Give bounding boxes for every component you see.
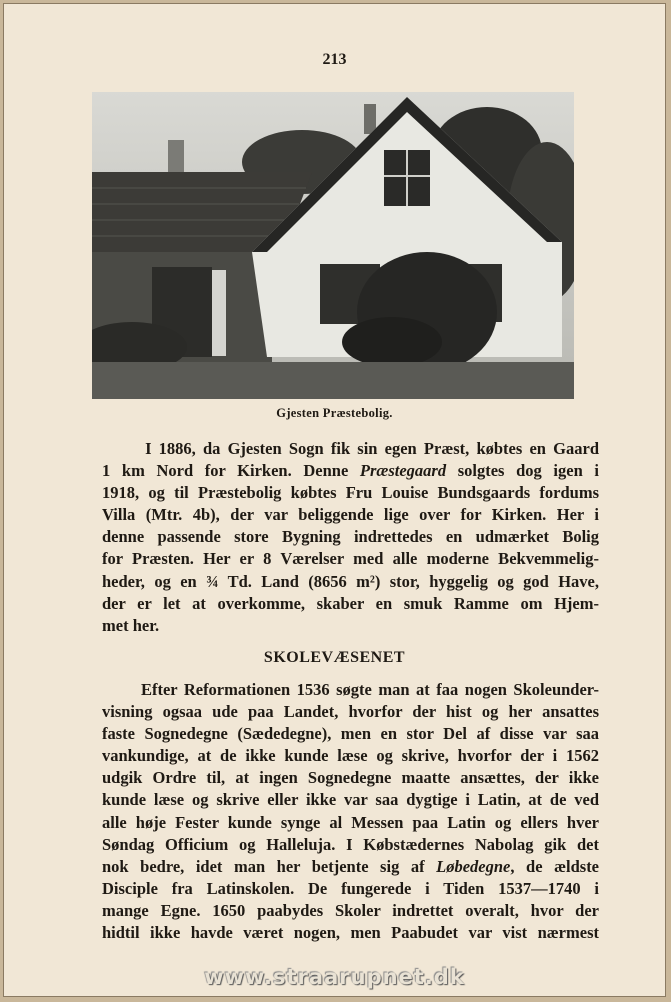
page-number: 213 [322, 51, 347, 68]
paragraph-1 [102, 438, 599, 637]
text-line: udgik Ordre til, at ingen Sognedegne maatte ansættes, der ikke [102, 768, 599, 788]
text-line: der er let at overkomme, skaber en smuk Ramme om Hjem- [102, 593, 599, 613]
text-line: I 1886, da Gjesten Sogn fik sin egen Præst, købtes en Gaard [145, 439, 599, 458]
text-line: faste Sognedegne (Sædedegne), men en stor Del af disse var saa [102, 724, 599, 744]
text-line: denne passende store Bygning indrettedes en udmærket Bolig [102, 527, 599, 547]
text-line: for Præsten. Her er 8 Værelser med alle moderne Bekvemmelig- [102, 549, 599, 569]
text-line: Efter Reformationen 1536 søgte man at faa nogen Skoleunder- [140, 680, 600, 699]
text-line: nok bedre, idet man her betjente sig af Løbedegne, de ældste [102, 856, 600, 876]
photo-caption: Gjesten Præstebolig. [276, 406, 393, 420]
book-page [3, 3, 666, 997]
italic-term: Løbedegne [436, 856, 511, 876]
text-line: met her. [102, 615, 160, 635]
watermark: www.straarupnet.dk [204, 965, 465, 989]
text-line: 1918, og til Præstebolig købtes Fru Louise Bundsgaards fordums [102, 483, 599, 503]
italic-term: Præstegaard [359, 461, 447, 481]
house-photo [92, 92, 574, 399]
text-line: Villa (Mtr. 4b), der var beliggende lige over for Kirken. Her i [102, 505, 599, 525]
text-line: mange Egne. 1650 paabydes Skoler indrettet overalt, hvor der [102, 900, 599, 920]
text-line: 1 km Nord for Kirken. Denne Præstegaard solgtes dog igen i [102, 461, 599, 481]
text-line: heder, og en ¾ Td. Land (8656 m²) stor, hyggelig og god Have, [102, 571, 599, 591]
text-line: vankundige, at de ikke kunde læse og skrive, hvorfor der i 1562 [102, 746, 599, 766]
text-line: hidtil ikke havde været nogen, men Paabudet var vist nærmest [102, 923, 599, 943]
text-line: alle høje Fester kunde synge al Messen paa Latin og ellers hver [102, 812, 599, 832]
text-line: kunde læse og skrive eller ikke var saa dygtige i Latin, at de ved [102, 790, 599, 810]
text-line: Søndag Officium og Halleluja. I Købstædernes Nabolag gik det [102, 834, 599, 854]
section-heading: SKOLEVÆSENET [263, 649, 406, 666]
text-line: Disciple fra Latinskolen. De fungerede i Tiden 1537—1740 i [102, 878, 599, 898]
text-line: visning ogsaa ude paa Landet, hvorfor der hist og her ansattes [102, 702, 599, 722]
paragraph-2 [102, 679, 599, 944]
